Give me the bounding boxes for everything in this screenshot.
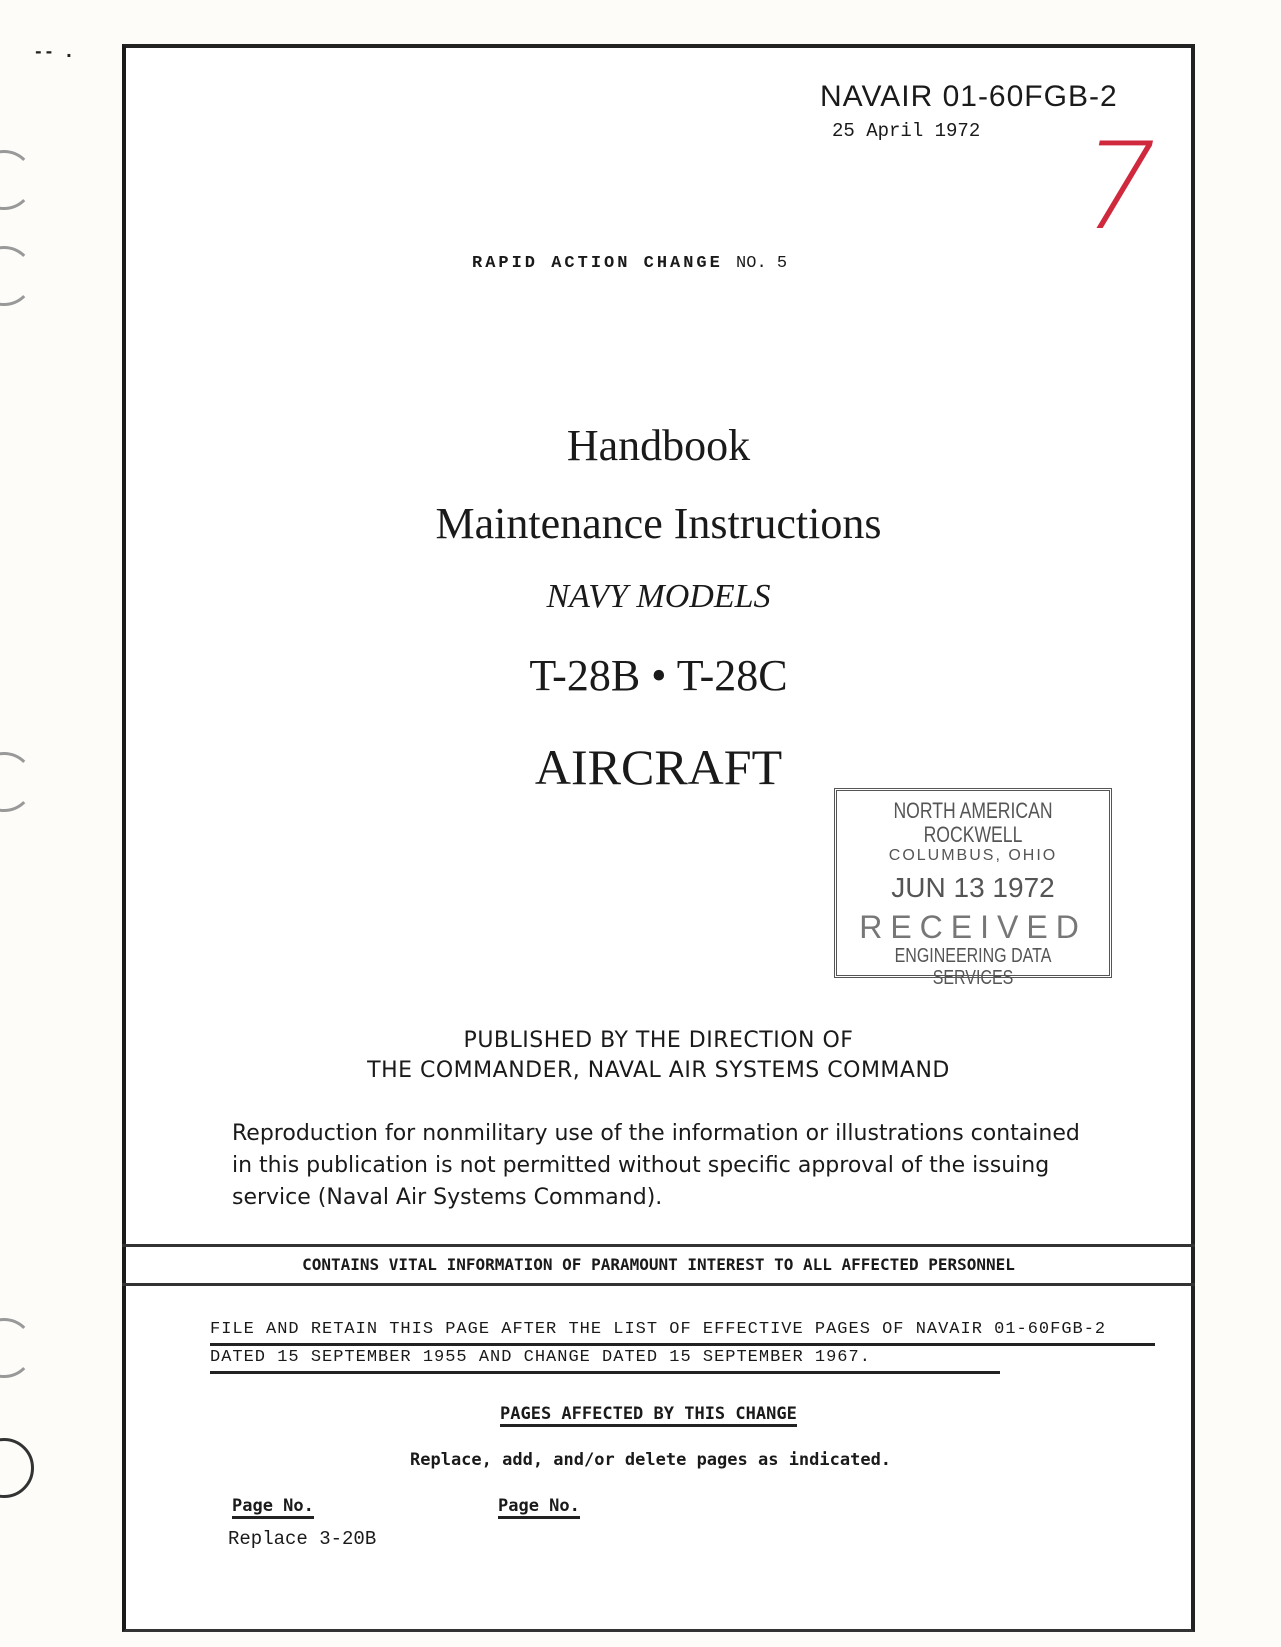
title-navy-models: NAVY MODELS (546, 578, 771, 615)
publication-date: 25 April 1972 (832, 120, 981, 142)
stamp-location: COLUMBUS, OHIO (888, 847, 1058, 865)
column-header-page-no-1: Page No. (232, 1496, 314, 1519)
stamp-company: NORTH AMERICAN ROCKWELL (893, 798, 1053, 848)
vital-info-band: CONTAINS VITAL INFORMATION OF PARAMOUNT INTEREST TO ALL AFFECTED PERSONNEL (122, 1244, 1195, 1286)
punch-hole-5 (0, 1438, 34, 1498)
title-aircraft: AIRCRAFT (534, 739, 783, 795)
publisher-line-1: PUBLISHED BY THE DIRECTION OF (463, 1028, 854, 1053)
filing-instructions (210, 1318, 1155, 1374)
publisher-line-2: THE COMMANDER, NAVAL AIR SYSTEMS COMMAND (367, 1058, 950, 1083)
publication-number: NAVAIR 01-60FGB-2 (820, 80, 1118, 113)
punch-hole-1 (0, 150, 34, 210)
punch-hole-2 (0, 246, 34, 306)
pages-affected-instruction: Replace, add, and/or delete pages as indicated. (410, 1450, 892, 1470)
punch-hole-4 (0, 1318, 34, 1378)
stamp-department: ENGINEERING DATA SERVICES (894, 944, 1052, 989)
corner-mark: -- . (35, 42, 76, 61)
stamp-received: RECEIVED (859, 908, 1087, 945)
punch-hole-3 (0, 752, 34, 812)
title-maintenance: Maintenance Instructions (435, 499, 882, 548)
page-entry: Replace 3-20B (228, 1528, 377, 1550)
filing-line-2: DATED 15 SEPTEMBER 1955 AND CHANGE DATED 15 SEPTEMBER 1967. (210, 1346, 1000, 1374)
received-stamp (834, 788, 1112, 989)
rapid-action-change (472, 254, 787, 273)
filing-line-1: FILE AND RETAIN THIS PAGE AFTER THE LIST OF EFFECTIVE PAGES OF NAVAIR 01-60FGB-2 (210, 1318, 1155, 1346)
handwritten-mark: 7 (1065, 118, 1172, 257)
title-handbook: Handbook (566, 421, 751, 470)
stamp-date: JUN 13 1972 (891, 871, 1055, 903)
change-label: RAPID ACTION CHANGE (472, 254, 723, 273)
pages-affected-title: PAGES AFFECTED BY THIS CHANGE (500, 1404, 797, 1427)
column-header-page-no-2: Page No. (498, 1496, 580, 1519)
change-number: NO. 5 (736, 254, 788, 273)
title-models: T-28B • T-28C (529, 651, 788, 700)
reproduction-notice: Reproduction for nonmilitary use of the information or illustrations contained in this publication is not permitted without specific approval of the issuing service (Naval Air Systems Command). (232, 1121, 1080, 1210)
